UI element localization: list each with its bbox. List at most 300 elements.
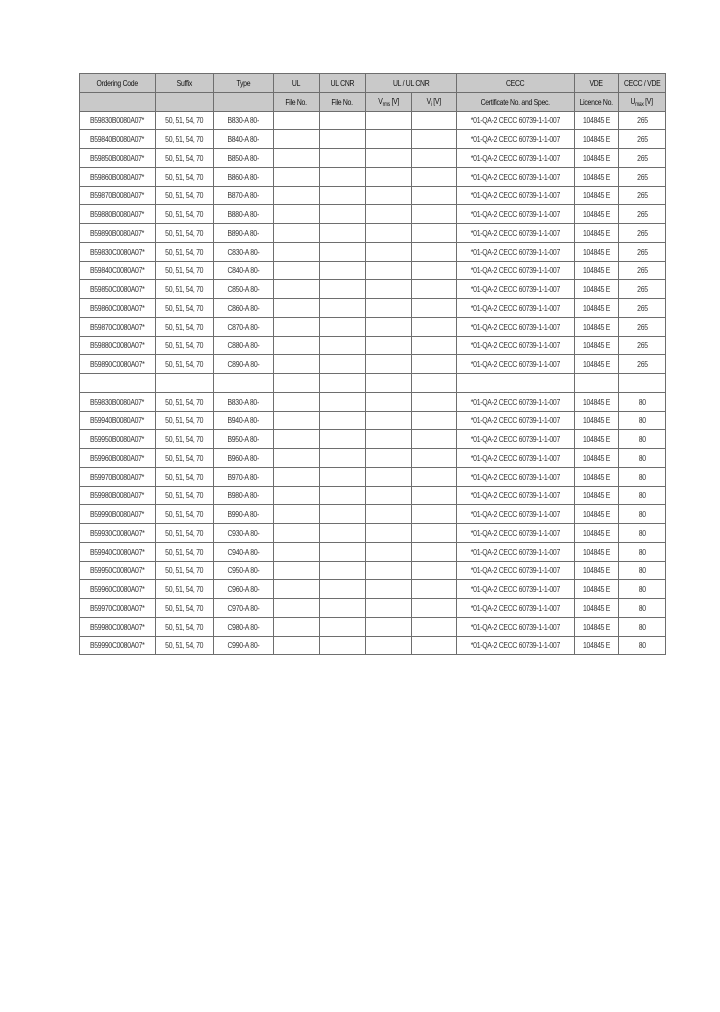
suffix-cell: 50, 51, 54, 70 bbox=[156, 524, 214, 543]
ordering-code-cell: B59990B0080A07* bbox=[80, 505, 156, 524]
ul-cnr-file-cell bbox=[320, 242, 366, 261]
ul-cnr-file-cell bbox=[320, 355, 366, 374]
ul-file-cell bbox=[274, 149, 320, 168]
ul-file-cell bbox=[274, 317, 320, 336]
umax-cell: 80 bbox=[619, 392, 666, 411]
table-row bbox=[80, 167, 666, 186]
table-row bbox=[80, 449, 666, 468]
header-suffix: Suffix bbox=[156, 74, 214, 93]
vi-cell bbox=[412, 242, 457, 261]
ul-cnr-file-cell bbox=[320, 467, 366, 486]
vrms-cell bbox=[366, 617, 412, 636]
table-row bbox=[80, 430, 666, 449]
vi-cell bbox=[412, 130, 457, 149]
vi-cell bbox=[412, 149, 457, 168]
vde-cell: 104845 E bbox=[575, 430, 619, 449]
suffix-cell: 50, 51, 54, 70 bbox=[156, 224, 214, 243]
umax-cell: 80 bbox=[619, 580, 666, 599]
vde-cell: 104845 E bbox=[575, 149, 619, 168]
cecc-cell: *01-QA-2 CECC 60739-1-1-007 bbox=[457, 130, 575, 149]
cecc-cell: *01-QA-2 CECC 60739-1-1-007 bbox=[457, 524, 575, 543]
umax-cell: 265 bbox=[619, 111, 666, 130]
ul-cnr-file-cell bbox=[320, 261, 366, 280]
vrms-cell bbox=[366, 561, 412, 580]
vrms-cell bbox=[366, 636, 412, 655]
vde-cell: 104845 E bbox=[575, 449, 619, 468]
vi-cell bbox=[412, 355, 457, 374]
umax-cell: 265 bbox=[619, 280, 666, 299]
suffix-cell: 50, 51, 54, 70 bbox=[156, 561, 214, 580]
table-row bbox=[80, 617, 666, 636]
type-cell: B980-A 80- bbox=[214, 486, 274, 505]
vi-cell bbox=[412, 186, 457, 205]
header-vi: $V_i$ [V] bbox=[412, 92, 457, 111]
suffix-cell: 50, 51, 54, 70 bbox=[156, 542, 214, 561]
table-row bbox=[80, 505, 666, 524]
vi-cell bbox=[412, 449, 457, 468]
vi-cell bbox=[412, 317, 457, 336]
umax-cell: 80 bbox=[619, 486, 666, 505]
ordering-code-cell: B59880B0080A07* bbox=[80, 205, 156, 224]
vde-cell: 104845 E bbox=[575, 411, 619, 430]
vrms-cell bbox=[366, 411, 412, 430]
vrms-cell bbox=[366, 580, 412, 599]
type-cell bbox=[214, 374, 274, 393]
ul-cnr-file-cell bbox=[320, 224, 366, 243]
ul-file-cell bbox=[274, 130, 320, 149]
vi-cell bbox=[412, 486, 457, 505]
umax-cell: 265 bbox=[619, 224, 666, 243]
ordering-code-cell: B59840C0080A07* bbox=[80, 261, 156, 280]
umax-cell: 80 bbox=[619, 524, 666, 543]
table-row bbox=[80, 599, 666, 618]
type-cell: B860-A 80- bbox=[214, 167, 274, 186]
cecc-cell: *01-QA-2 CECC 60739-1-1-007 bbox=[457, 336, 575, 355]
ul-cnr-file-cell bbox=[320, 149, 366, 168]
cecc-cell: *01-QA-2 CECC 60739-1-1-007 bbox=[457, 542, 575, 561]
ul-file-cell bbox=[274, 374, 320, 393]
table-row bbox=[80, 374, 666, 393]
header-ul-cnr: UL CNR bbox=[320, 74, 366, 93]
table-row bbox=[80, 186, 666, 205]
ul-cnr-file-cell bbox=[320, 374, 366, 393]
header-blank-1 bbox=[80, 92, 156, 111]
ul-cnr-file-cell bbox=[320, 486, 366, 505]
table-row bbox=[80, 392, 666, 411]
vrms-cell bbox=[366, 430, 412, 449]
ul-file-cell bbox=[274, 449, 320, 468]
ul-cnr-file-cell bbox=[320, 299, 366, 318]
ordering-code-cell: B59950C0080A07* bbox=[80, 561, 156, 580]
type-cell: B960-A 80- bbox=[214, 449, 274, 468]
vde-cell: 104845 E bbox=[575, 599, 619, 618]
type-cell: C830-A 80- bbox=[214, 242, 274, 261]
ordering-code-cell: B59970C0080A07* bbox=[80, 599, 156, 618]
vrms-cell bbox=[366, 317, 412, 336]
ul-cnr-file-cell bbox=[320, 617, 366, 636]
cecc-cell: *01-QA-2 CECC 60739-1-1-007 bbox=[457, 449, 575, 468]
vi-cell bbox=[412, 111, 457, 130]
vrms-cell bbox=[366, 336, 412, 355]
type-cell: C850-A 80- bbox=[214, 280, 274, 299]
vde-cell: 104845 E bbox=[575, 617, 619, 636]
suffix-cell: 50, 51, 54, 70 bbox=[156, 130, 214, 149]
vi-cell bbox=[412, 261, 457, 280]
type-cell: C950-A 80- bbox=[214, 561, 274, 580]
ul-file-cell bbox=[274, 636, 320, 655]
cecc-cell: *01-QA-2 CECC 60739-1-1-007 bbox=[457, 111, 575, 130]
ul-file-cell bbox=[274, 392, 320, 411]
table-row bbox=[80, 205, 666, 224]
suffix-cell: 50, 51, 54, 70 bbox=[156, 242, 214, 261]
header-row-1 bbox=[80, 74, 666, 93]
vrms-cell bbox=[366, 449, 412, 468]
header-cecc: CECC bbox=[457, 74, 575, 93]
suffix-cell: 50, 51, 54, 70 bbox=[156, 392, 214, 411]
ordering-code-cell: B59830B0080A07* bbox=[80, 392, 156, 411]
umax-cell: 265 bbox=[619, 261, 666, 280]
ordering-code-cell: B59960C0080A07* bbox=[80, 580, 156, 599]
ul-cnr-file-cell bbox=[320, 449, 366, 468]
ordering-code-cell: B59860C0080A07* bbox=[80, 299, 156, 318]
vi-cell bbox=[412, 524, 457, 543]
table-row bbox=[80, 542, 666, 561]
header-type: Type bbox=[214, 74, 274, 93]
cecc-cell: *01-QA-2 CECC 60739-1-1-007 bbox=[457, 467, 575, 486]
vi-cell bbox=[412, 467, 457, 486]
umax-cell: 265 bbox=[619, 205, 666, 224]
vi-cell bbox=[412, 599, 457, 618]
cecc-cell: *01-QA-2 CECC 60739-1-1-007 bbox=[457, 392, 575, 411]
header-vde-licence: Licence No. bbox=[575, 92, 619, 111]
cecc-cell: *01-QA-2 CECC 60739-1-1-007 bbox=[457, 261, 575, 280]
ul-file-cell bbox=[274, 505, 320, 524]
cecc-cell bbox=[457, 374, 575, 393]
vi-cell bbox=[412, 411, 457, 430]
ordering-table bbox=[79, 73, 666, 655]
ul-cnr-file-cell bbox=[320, 561, 366, 580]
ul-cnr-file-cell bbox=[320, 505, 366, 524]
cecc-cell: *01-QA-2 CECC 60739-1-1-007 bbox=[457, 355, 575, 374]
cecc-cell: *01-QA-2 CECC 60739-1-1-007 bbox=[457, 561, 575, 580]
header-cecc-certificate: Certificate No. and Spec. bbox=[457, 92, 575, 111]
header-cecc-vde: CECC / VDE bbox=[619, 74, 666, 93]
ul-cnr-file-cell bbox=[320, 580, 366, 599]
umax-cell: 80 bbox=[619, 430, 666, 449]
umax-cell: 80 bbox=[619, 617, 666, 636]
umax-cell: 80 bbox=[619, 561, 666, 580]
ordering-code-cell: B59830C0080A07* bbox=[80, 242, 156, 261]
umax-cell: 265 bbox=[619, 167, 666, 186]
suffix-cell: 50, 51, 54, 70 bbox=[156, 430, 214, 449]
ul-cnr-file-cell bbox=[320, 430, 366, 449]
umax-cell: 265 bbox=[619, 186, 666, 205]
umax-cell: 80 bbox=[619, 599, 666, 618]
header-row-2 bbox=[80, 92, 666, 111]
ul-cnr-file-cell bbox=[320, 167, 366, 186]
cecc-cell: *01-QA-2 CECC 60739-1-1-007 bbox=[457, 149, 575, 168]
type-cell: B990-A 80- bbox=[214, 505, 274, 524]
cecc-cell: *01-QA-2 CECC 60739-1-1-007 bbox=[457, 411, 575, 430]
header-vde: VDE bbox=[575, 74, 619, 93]
suffix-cell: 50, 51, 54, 70 bbox=[156, 617, 214, 636]
vi-cell bbox=[412, 561, 457, 580]
header-ul-file-no: File No. bbox=[274, 92, 320, 111]
ul-cnr-file-cell bbox=[320, 130, 366, 149]
suffix-cell: 50, 51, 54, 70 bbox=[156, 355, 214, 374]
type-cell: B870-A 80- bbox=[214, 186, 274, 205]
ul-file-cell bbox=[274, 355, 320, 374]
type-cell: C890-A 80- bbox=[214, 355, 274, 374]
cecc-cell: *01-QA-2 CECC 60739-1-1-007 bbox=[457, 317, 575, 336]
header-blank-3 bbox=[214, 92, 274, 111]
ul-cnr-file-cell bbox=[320, 336, 366, 355]
ul-cnr-file-cell bbox=[320, 599, 366, 618]
type-cell: B850-A 80- bbox=[214, 149, 274, 168]
suffix-cell: 50, 51, 54, 70 bbox=[156, 149, 214, 168]
ul-file-cell bbox=[274, 599, 320, 618]
header-blank-2 bbox=[156, 92, 214, 111]
ul-file-cell bbox=[274, 186, 320, 205]
umax-cell: 80 bbox=[619, 467, 666, 486]
vde-cell: 104845 E bbox=[575, 392, 619, 411]
ul-cnr-file-cell bbox=[320, 542, 366, 561]
header-umax: $U_{max}$ [V] bbox=[619, 92, 666, 111]
ul-file-cell bbox=[274, 411, 320, 430]
ul-file-cell bbox=[274, 542, 320, 561]
umax-cell: 80 bbox=[619, 636, 666, 655]
type-cell: C870-A 80- bbox=[214, 317, 274, 336]
vde-cell: 104845 E bbox=[575, 317, 619, 336]
cecc-cell: *01-QA-2 CECC 60739-1-1-007 bbox=[457, 186, 575, 205]
table-row bbox=[80, 149, 666, 168]
table-row bbox=[80, 355, 666, 374]
ordering-code-cell: B59850C0080A07* bbox=[80, 280, 156, 299]
vrms-cell bbox=[366, 374, 412, 393]
umax-cell bbox=[619, 374, 666, 393]
suffix-cell: 50, 51, 54, 70 bbox=[156, 336, 214, 355]
umax-cell: 80 bbox=[619, 542, 666, 561]
vde-cell: 104845 E bbox=[575, 542, 619, 561]
type-cell: B950-A 80- bbox=[214, 430, 274, 449]
vrms-cell bbox=[366, 111, 412, 130]
vrms-cell bbox=[366, 205, 412, 224]
vde-cell: 104845 E bbox=[575, 505, 619, 524]
vi-cell bbox=[412, 205, 457, 224]
type-cell: C970-A 80- bbox=[214, 599, 274, 618]
type-cell: B940-A 80- bbox=[214, 411, 274, 430]
ul-file-cell bbox=[274, 111, 320, 130]
vi-cell bbox=[412, 299, 457, 318]
vi-cell bbox=[412, 392, 457, 411]
vi-cell bbox=[412, 430, 457, 449]
vde-cell: 104845 E bbox=[575, 636, 619, 655]
cecc-cell: *01-QA-2 CECC 60739-1-1-007 bbox=[457, 167, 575, 186]
umax-cell: 80 bbox=[619, 411, 666, 430]
vde-cell: 104845 E bbox=[575, 299, 619, 318]
ordering-code-cell bbox=[80, 374, 156, 393]
vrms-cell bbox=[366, 355, 412, 374]
table-row bbox=[80, 261, 666, 280]
cecc-cell: *01-QA-2 CECC 60739-1-1-007 bbox=[457, 299, 575, 318]
umax-cell: 265 bbox=[619, 317, 666, 336]
ul-file-cell bbox=[274, 561, 320, 580]
table-row bbox=[80, 561, 666, 580]
type-cell: C990-A 80- bbox=[214, 636, 274, 655]
ordering-code-cell: B59940C0080A07* bbox=[80, 542, 156, 561]
ul-file-cell bbox=[274, 580, 320, 599]
vrms-cell bbox=[366, 186, 412, 205]
vi-cell bbox=[412, 280, 457, 299]
vde-cell: 104845 E bbox=[575, 130, 619, 149]
ordering-code-cell: B59980B0080A07* bbox=[80, 486, 156, 505]
suffix-cell: 50, 51, 54, 70 bbox=[156, 299, 214, 318]
table-row bbox=[80, 411, 666, 430]
suffix-cell: 50, 51, 54, 70 bbox=[156, 111, 214, 130]
ul-cnr-file-cell bbox=[320, 392, 366, 411]
vde-cell: 104845 E bbox=[575, 186, 619, 205]
ul-file-cell bbox=[274, 617, 320, 636]
vde-cell: 104845 E bbox=[575, 336, 619, 355]
type-cell: B830-A 80- bbox=[214, 111, 274, 130]
ordering-code-cell: B59890C0080A07* bbox=[80, 355, 156, 374]
ul-file-cell bbox=[274, 430, 320, 449]
type-cell: C840-A 80- bbox=[214, 261, 274, 280]
ul-file-cell bbox=[274, 242, 320, 261]
cecc-cell: *01-QA-2 CECC 60739-1-1-007 bbox=[457, 617, 575, 636]
cecc-cell: *01-QA-2 CECC 60739-1-1-007 bbox=[457, 205, 575, 224]
table-row bbox=[80, 224, 666, 243]
ordering-code-cell: B59930C0080A07* bbox=[80, 524, 156, 543]
umax-cell: 265 bbox=[619, 299, 666, 318]
cecc-cell: *01-QA-2 CECC 60739-1-1-007 bbox=[457, 430, 575, 449]
umax-cell: 265 bbox=[619, 336, 666, 355]
suffix-cell: 50, 51, 54, 70 bbox=[156, 186, 214, 205]
ul-file-cell bbox=[274, 224, 320, 243]
vi-cell bbox=[412, 542, 457, 561]
type-cell: B890-A 80- bbox=[214, 224, 274, 243]
ul-file-cell bbox=[274, 205, 320, 224]
vde-cell: 104845 E bbox=[575, 467, 619, 486]
vrms-cell bbox=[366, 167, 412, 186]
type-cell: B970-A 80- bbox=[214, 467, 274, 486]
table-body bbox=[80, 111, 666, 655]
vde-cell: 104845 E bbox=[575, 486, 619, 505]
vrms-cell bbox=[366, 149, 412, 168]
suffix-cell: 50, 51, 54, 70 bbox=[156, 167, 214, 186]
ordering-code-cell: B59940B0080A07* bbox=[80, 411, 156, 430]
table-row bbox=[80, 280, 666, 299]
vde-cell: 104845 E bbox=[575, 580, 619, 599]
ul-file-cell bbox=[274, 167, 320, 186]
ul-file-cell bbox=[274, 261, 320, 280]
vrms-cell bbox=[366, 224, 412, 243]
type-cell: B840-A 80- bbox=[214, 130, 274, 149]
suffix-cell: 50, 51, 54, 70 bbox=[156, 205, 214, 224]
ordering-code-cell: B59830B0080A07* bbox=[80, 111, 156, 130]
vi-cell bbox=[412, 505, 457, 524]
ordering-code-cell: B59840B0080A07* bbox=[80, 130, 156, 149]
vi-cell bbox=[412, 224, 457, 243]
ordering-code-cell: B59850B0080A07* bbox=[80, 149, 156, 168]
umax-cell: 265 bbox=[619, 130, 666, 149]
table-row bbox=[80, 486, 666, 505]
vde-cell bbox=[575, 374, 619, 393]
ordering-code-cell: B59890B0080A07* bbox=[80, 224, 156, 243]
vrms-cell bbox=[366, 261, 412, 280]
suffix-cell: 50, 51, 54, 70 bbox=[156, 261, 214, 280]
suffix-cell: 50, 51, 54, 70 bbox=[156, 599, 214, 618]
ul-cnr-file-cell bbox=[320, 186, 366, 205]
type-cell: C980-A 80- bbox=[214, 617, 274, 636]
type-cell: C930-A 80- bbox=[214, 524, 274, 543]
vrms-cell bbox=[366, 505, 412, 524]
ordering-code-cell: B59970B0080A07* bbox=[80, 467, 156, 486]
cecc-cell: *01-QA-2 CECC 60739-1-1-007 bbox=[457, 486, 575, 505]
ul-file-cell bbox=[274, 299, 320, 318]
ul-file-cell bbox=[274, 486, 320, 505]
header-ul-cnr-file-no: File No. bbox=[320, 92, 366, 111]
vde-cell: 104845 E bbox=[575, 242, 619, 261]
vi-cell bbox=[412, 636, 457, 655]
cecc-cell: *01-QA-2 CECC 60739-1-1-007 bbox=[457, 636, 575, 655]
vrms-cell bbox=[366, 542, 412, 561]
suffix-cell: 50, 51, 54, 70 bbox=[156, 636, 214, 655]
vi-cell bbox=[412, 580, 457, 599]
vrms-cell bbox=[366, 599, 412, 618]
ul-file-cell bbox=[274, 280, 320, 299]
ul-file-cell bbox=[274, 467, 320, 486]
table-row bbox=[80, 242, 666, 261]
type-cell: C940-A 80- bbox=[214, 542, 274, 561]
type-cell: B830-A 80- bbox=[214, 392, 274, 411]
vde-cell: 104845 E bbox=[575, 280, 619, 299]
ul-cnr-file-cell bbox=[320, 111, 366, 130]
suffix-cell: 50, 51, 54, 70 bbox=[156, 280, 214, 299]
header-ul: UL bbox=[274, 74, 320, 93]
cecc-cell: *01-QA-2 CECC 60739-1-1-007 bbox=[457, 224, 575, 243]
ordering-code-cell: B59880C0080A07* bbox=[80, 336, 156, 355]
type-cell: C960-A 80- bbox=[214, 580, 274, 599]
cecc-cell: *01-QA-2 CECC 60739-1-1-007 bbox=[457, 280, 575, 299]
suffix-cell: 50, 51, 54, 70 bbox=[156, 467, 214, 486]
table-row bbox=[80, 524, 666, 543]
vi-cell bbox=[412, 167, 457, 186]
vrms-cell bbox=[366, 299, 412, 318]
ordering-code-cell: B59870C0080A07* bbox=[80, 317, 156, 336]
suffix-cell bbox=[156, 374, 214, 393]
type-cell: C860-A 80- bbox=[214, 299, 274, 318]
ul-cnr-file-cell bbox=[320, 280, 366, 299]
cecc-cell: *01-QA-2 CECC 60739-1-1-007 bbox=[457, 505, 575, 524]
ordering-code-cell: B59990C0080A07* bbox=[80, 636, 156, 655]
ordering-code-cell: B59860B0080A07* bbox=[80, 167, 156, 186]
vde-cell: 104845 E bbox=[575, 167, 619, 186]
suffix-cell: 50, 51, 54, 70 bbox=[156, 317, 214, 336]
umax-cell: 265 bbox=[619, 355, 666, 374]
ordering-code-cell: B59870B0080A07* bbox=[80, 186, 156, 205]
vrms-cell bbox=[366, 524, 412, 543]
ul-cnr-file-cell bbox=[320, 524, 366, 543]
ul-cnr-file-cell bbox=[320, 205, 366, 224]
ul-cnr-file-cell bbox=[320, 411, 366, 430]
ordering-code-cell: B59950B0080A07* bbox=[80, 430, 156, 449]
type-cell: C880-A 80- bbox=[214, 336, 274, 355]
vrms-cell bbox=[366, 130, 412, 149]
header-ordering-code: Ordering Code bbox=[80, 74, 156, 93]
umax-cell: 80 bbox=[619, 505, 666, 524]
vde-cell: 104845 E bbox=[575, 224, 619, 243]
